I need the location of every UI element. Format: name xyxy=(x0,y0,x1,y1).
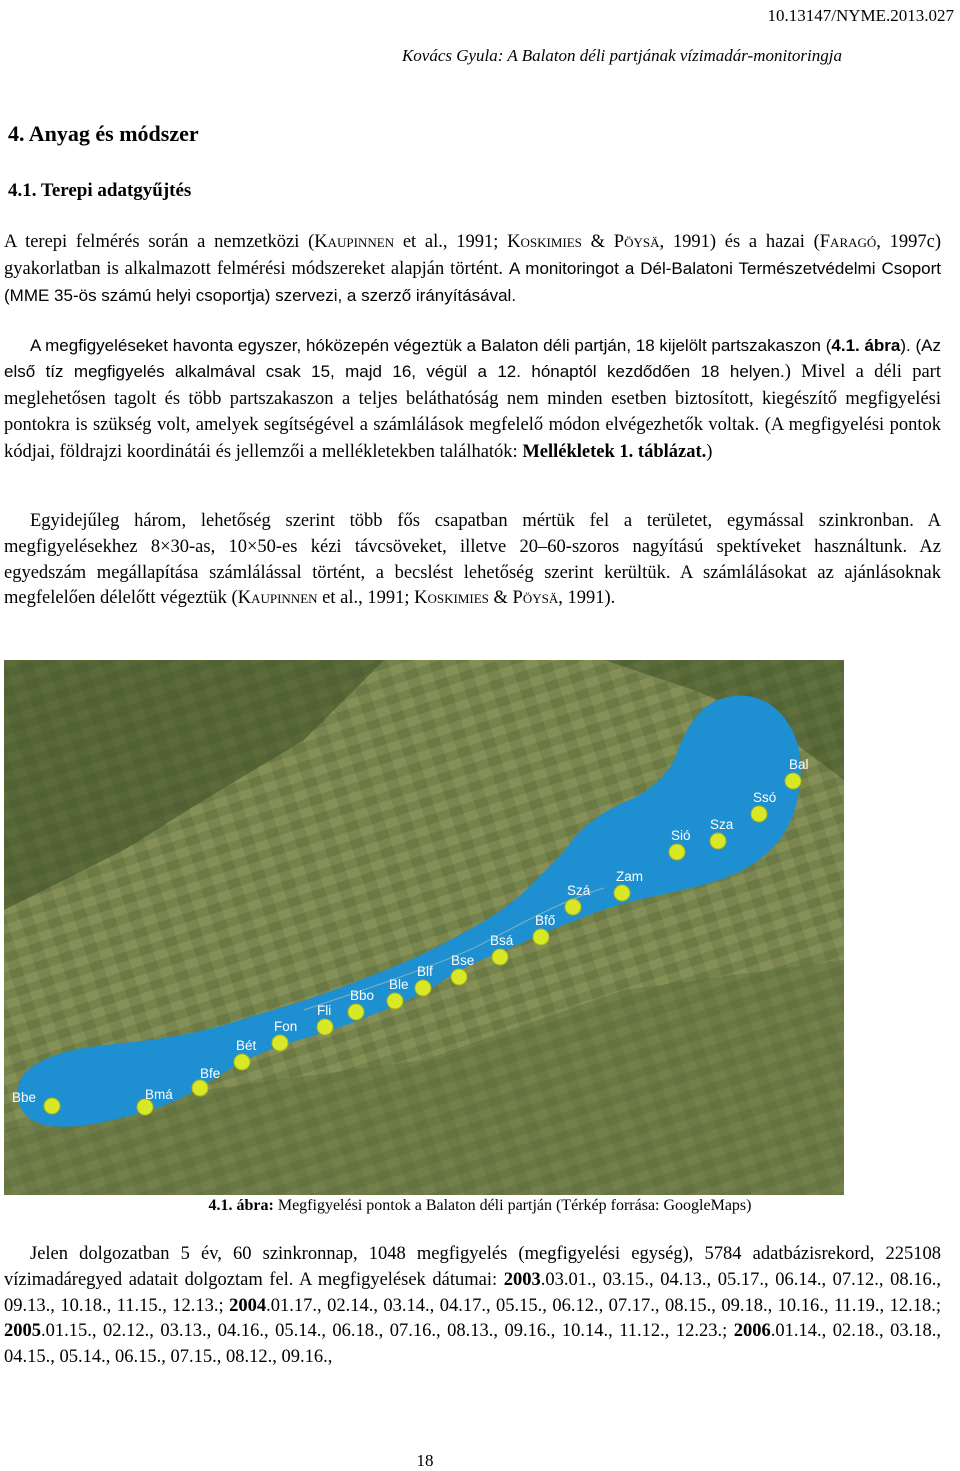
observation-point-marker xyxy=(710,833,726,849)
observation-point-label: Sió xyxy=(671,828,691,843)
year: 2006 xyxy=(733,1321,771,1342)
observation-point-marker xyxy=(415,980,431,996)
year: 2005 xyxy=(4,1321,41,1342)
subsection-heading: 4.1. Terepi adatgyűjtés xyxy=(8,180,192,201)
observation-point-label: Bfő xyxy=(535,913,556,928)
text: et al., 1991; xyxy=(394,232,508,252)
observation-point-label: Bmá xyxy=(145,1087,173,1102)
observation-point-label: Ssó xyxy=(753,790,777,805)
figure-caption xyxy=(0,1197,960,1215)
text: et al., 1991; xyxy=(317,588,415,609)
observation-point-label: Zam xyxy=(616,869,643,884)
table-reference: Mellékletek 1. táblázat. xyxy=(522,442,707,463)
observation-point-label: Bfe xyxy=(200,1066,221,1081)
observation-point-marker xyxy=(785,773,801,789)
text: & xyxy=(581,232,614,252)
author-name: Faragó xyxy=(819,232,877,252)
text: , 1991) és a hazai ( xyxy=(659,232,820,252)
observation-point-marker xyxy=(234,1054,250,1070)
observation-point-marker xyxy=(533,929,549,945)
paragraph-observations xyxy=(4,333,941,466)
page-number: 18 xyxy=(416,1451,434,1470)
observation-point-marker xyxy=(317,1019,333,1035)
author-name: Koskimies xyxy=(507,232,582,252)
author-name: Pöysä xyxy=(512,588,559,609)
observation-point-marker xyxy=(348,1004,364,1020)
text: Egyidejűleg három, lehetőség szerint több fős csapatban mértük fel a területet, egymással szinkronban. A megfigyelésekhez 8×30-as, 10×50-es kézi távcsöveket, illetve 20–60-szoros nagyítású spektíveket használtunk. Az egyedszám megállapítása számlálással történt, a becslést lehetőség szerint kerültük. A számlálásokat az ajánlásoknak megfelelően délelőtt végeztük ( xyxy=(4,511,941,609)
observation-point-marker xyxy=(751,806,767,822)
text: Jelen dolgozatban 5 év, 60 szinkronnap, 1048 megfigyelés (megfigyelési egység), 5784 adatbázisrekord, 225108 vízimadáregyed adatait dolgoztam fel. A megfigyelések dátumai: xyxy=(4,1244,941,1290)
text: A monitoringot a Dél-Balatoni Természetvédelmi Csoport (MME 35-ös számú helyi csoportja) szervezi, a szerző irányításával. xyxy=(4,258,941,305)
satellite-map xyxy=(4,660,844,1195)
observation-point-label: Bét xyxy=(236,1038,257,1053)
observation-point-label: Sza xyxy=(710,817,734,832)
text: A megfigyeléseket havonta egyszer, hóközepén végeztük a Balaton déli partján, 18 kijelölt partszakaszon ( xyxy=(30,336,832,355)
observation-point-label: Blf xyxy=(417,964,433,979)
dates: .01.17., 02.14., 03.14., 04.17., 05.15., 06.12., 07.17., 08.15., 09.18., 10.16., 11.19., 12.18.; xyxy=(266,1295,941,1316)
author-name: Pöysä xyxy=(613,232,660,252)
observation-point-label: Bal xyxy=(789,757,809,772)
author-name: Kaupinnen xyxy=(237,588,318,609)
text: & xyxy=(488,588,513,609)
section-heading: 4. Anyag és módszer xyxy=(8,121,199,146)
observation-point-label: Fon xyxy=(274,1019,298,1034)
observation-point-label: Ble xyxy=(389,977,409,992)
observation-point-label: Bbe xyxy=(12,1090,37,1105)
text: , 1997c) gyakorlatban is alkalmazott felmérési módszereket alapján történt. xyxy=(4,232,942,279)
dates: .01.15., 02.12., 03.13., 04.16., 05.14., 06.18., 07.16., 08.13., 09.16., 10.14., 11.12., 12.23.; xyxy=(41,1321,734,1342)
observation-point-marker xyxy=(387,993,403,1009)
observation-point-label: Szá xyxy=(567,883,591,898)
observation-point-marker xyxy=(614,885,630,901)
paragraph-dataset xyxy=(4,1242,941,1371)
author-name: Kaupinnen xyxy=(314,232,395,252)
balaton-map-figure xyxy=(4,660,844,1195)
observation-point-label: Bbo xyxy=(350,988,375,1003)
observation-point-marker xyxy=(565,899,581,915)
observation-point-label: Bsá xyxy=(490,933,514,948)
author-name: Koskimies xyxy=(414,588,489,609)
figure-reference: 4.1. ábra xyxy=(831,336,901,355)
observation-point-marker xyxy=(192,1080,208,1096)
doi-header: 10.13147/NYME.2013.027 xyxy=(767,6,954,25)
text: ). (Az első tíz megfigyelés alkalmával csak 15, majd 16, végül a 12. hónaptól kezdődően 18 helyen. xyxy=(4,336,941,381)
paragraph-counting xyxy=(4,509,941,612)
observation-point-marker xyxy=(492,949,508,965)
observation-point-label: Fli xyxy=(317,1003,332,1018)
observation-point-marker xyxy=(669,844,685,860)
year: 2004 xyxy=(229,1295,267,1316)
caption-text: Megfigyelési pontok a Balaton déli partján (Térkép forrása: GoogleMaps) xyxy=(273,1197,752,1214)
paragraph-methods-intro xyxy=(4,230,941,309)
text: ) xyxy=(706,442,713,463)
dates: .03.01., 03.15., 04.13., 05.17., 06.14., 07.12., 08.16., 09.13., 10.18., 11.15., 12.13.; xyxy=(4,1269,942,1316)
dates: .01.14., 02.18., 03.18., 04.15., 05.14., 06.15., 07.15., 08.12., 09.16., xyxy=(4,1321,941,1368)
caption-label: 4.1. ábra: xyxy=(208,1197,274,1214)
text: ) Mivel a déli part meglehetősen tagolt és több partszakaszon a teljes beláthatóság nem minden esetben biztosított, kiegészítő megfigyelési pontokra is szükség volt, amelyek segítségével a számlálások megfelelő módon elvégezhetők voltak. (A megfigyelési pontok kódjai, földrajzi koordinátái és jellemzői a mellékletekben találhatók: xyxy=(4,361,941,463)
year: 2003 xyxy=(503,1269,541,1290)
observation-point-marker xyxy=(272,1035,288,1051)
observation-point-label: Bse xyxy=(451,953,475,968)
text: A terepi felmérés során a nemzetközi ( xyxy=(4,232,315,252)
observation-point-marker xyxy=(451,969,467,985)
text: , 1991). xyxy=(558,588,616,609)
running-title: Kovács Gyula: A Balaton déli partjának vízimadár-monitoringja xyxy=(401,46,842,65)
observation-point-marker xyxy=(44,1098,60,1114)
